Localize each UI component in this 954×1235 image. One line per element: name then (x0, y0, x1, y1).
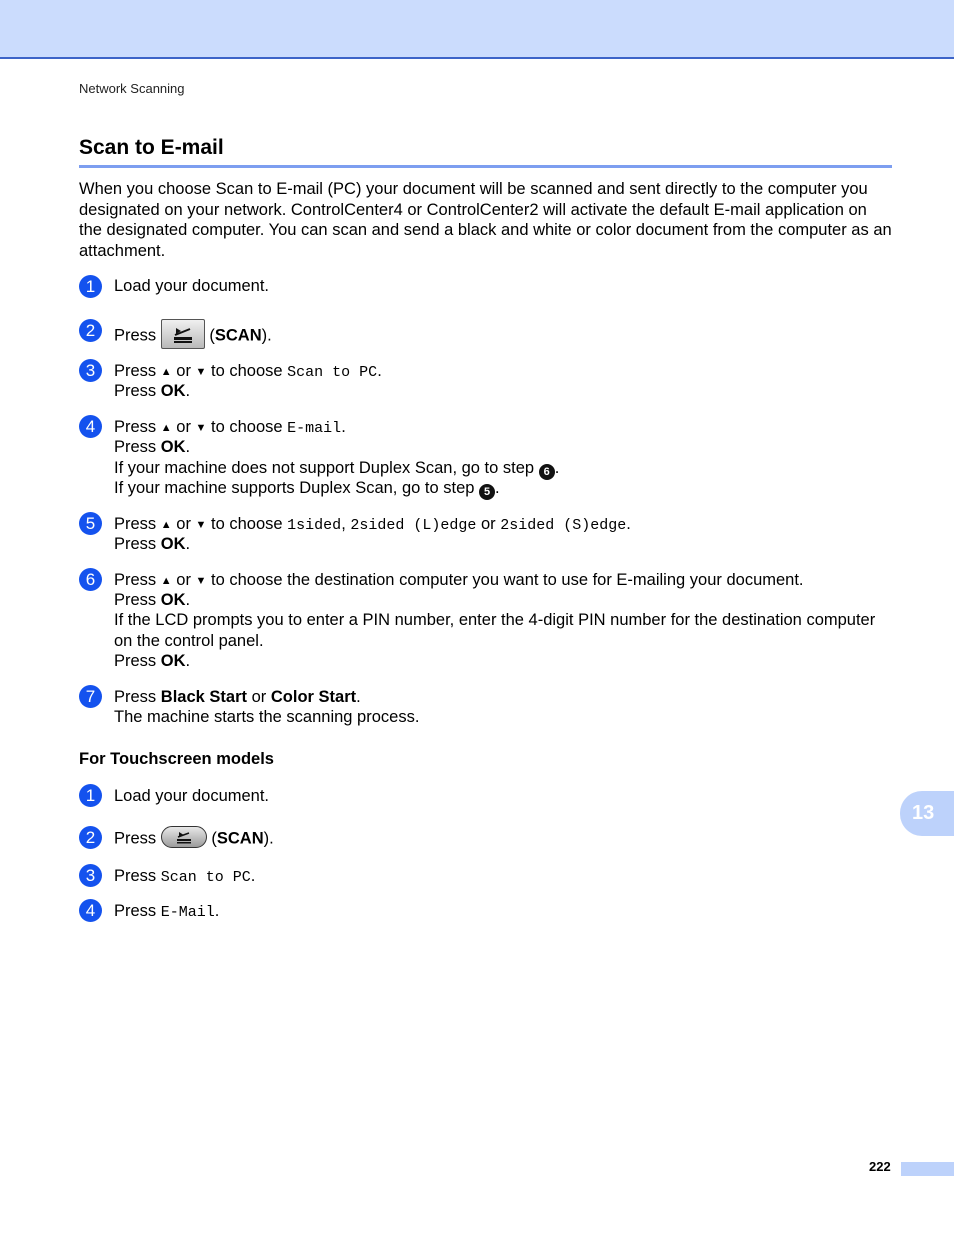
step-number-badge: 5 (79, 512, 102, 535)
section-title: Scan to E-mail (79, 136, 224, 159)
page-number: 222 (869, 1159, 891, 1174)
chapter-tab: 13 (900, 791, 954, 836)
intro-paragraph: When you choose Scan to E-mail (PC) your document will be scanned and sent directly to the computer you designated on your network. ControlCenter4 or ControlCenter2 will activate the default E-mail application on the designated computer. You can scan and send a black and white or color document from the computer as an attachment. (79, 180, 892, 260)
step-number-badge: 3 (79, 359, 102, 382)
step-number-badge: 2 (79, 826, 102, 849)
scan-key-icon (161, 319, 205, 349)
step-text: Press E-Mail. (114, 902, 220, 921)
duplex-note-yes: If your machine supports Duplex Scan, go to step 5 . (114, 479, 500, 498)
down-arrow-icon: ▼ (195, 422, 207, 434)
up-arrow-icon: ▲ (160, 519, 172, 531)
breadcrumb: Network Scanning (79, 81, 185, 96)
lcd-option: Scan to PC (287, 364, 378, 381)
press-ok-line: Press OK. (114, 535, 191, 553)
step-text: Press ▲ or ▼ to choose Scan to PC. (114, 362, 382, 381)
step-text: Press (SCAN). (114, 828, 274, 850)
duplex-note-no: If your machine does not support Duplex Scan, go to step 6 . (114, 459, 560, 478)
press-ok-line: Press OK. (114, 591, 191, 609)
step-ref-badge: 6 (539, 464, 555, 480)
scan-touch-button-icon (161, 826, 207, 848)
down-arrow-icon: ▼ (195, 575, 207, 587)
press-ok-line: Press OK. (114, 382, 191, 400)
step-number-badge: 3 (79, 864, 102, 887)
step-text: Load your document. (114, 787, 270, 805)
step-text: Press ▲ or ▼ to choose 1sided, 2sided (L)edge or 2sided (S)edge. (114, 515, 631, 534)
lcd-option: E-Mail (160, 904, 215, 921)
page-number-bar (901, 1162, 954, 1176)
step-text: Press (SCAN). (114, 321, 272, 351)
step-text: Press ▲ or ▼ to choose E-mail. (114, 418, 346, 437)
lcd-option: 2sided (S)edge (500, 517, 627, 534)
down-arrow-icon: ▼ (195, 519, 207, 531)
header-band (0, 0, 954, 59)
step-number-badge: 6 (79, 568, 102, 591)
lcd-option: 1sided (287, 517, 342, 534)
lcd-option: E-mail (287, 420, 342, 437)
step-text: Press Scan to PC. (114, 867, 256, 886)
step-number-badge: 1 (79, 275, 102, 298)
down-arrow-icon: ▼ (195, 366, 207, 378)
step-text: Load your document. (114, 277, 270, 295)
press-ok-line: Press OK. (114, 438, 191, 456)
up-arrow-icon: ▲ (160, 422, 172, 434)
pin-note: If the LCD prompts you to enter a PIN number, enter the 4-digit PIN number for the destination computer (114, 611, 876, 629)
step-text: Press Black Start or Color Start. (114, 688, 361, 706)
lcd-option: 2sided (L)edge (350, 517, 477, 534)
step-ref-badge: 5 (479, 484, 495, 500)
step-number-badge: 4 (79, 415, 102, 438)
step-text: Press ▲ or ▼ to choose the destination computer you want to use for E-mailing your document. (114, 571, 804, 589)
up-arrow-icon: ▲ (160, 575, 172, 587)
press-ok-line: Press OK. (114, 652, 191, 670)
lcd-option: Scan to PC (160, 869, 251, 886)
step-number-badge: 7 (79, 685, 102, 708)
pin-note-cont: on the control panel. (114, 632, 264, 650)
step-number-badge: 2 (79, 319, 102, 342)
touchscreen-heading: For Touchscreen models (79, 750, 274, 768)
step-number-badge: 4 (79, 899, 102, 922)
step-number-badge: 1 (79, 784, 102, 807)
result-note: The machine starts the scanning process. (114, 708, 420, 726)
up-arrow-icon: ▲ (160, 366, 172, 378)
title-underline (79, 165, 892, 168)
